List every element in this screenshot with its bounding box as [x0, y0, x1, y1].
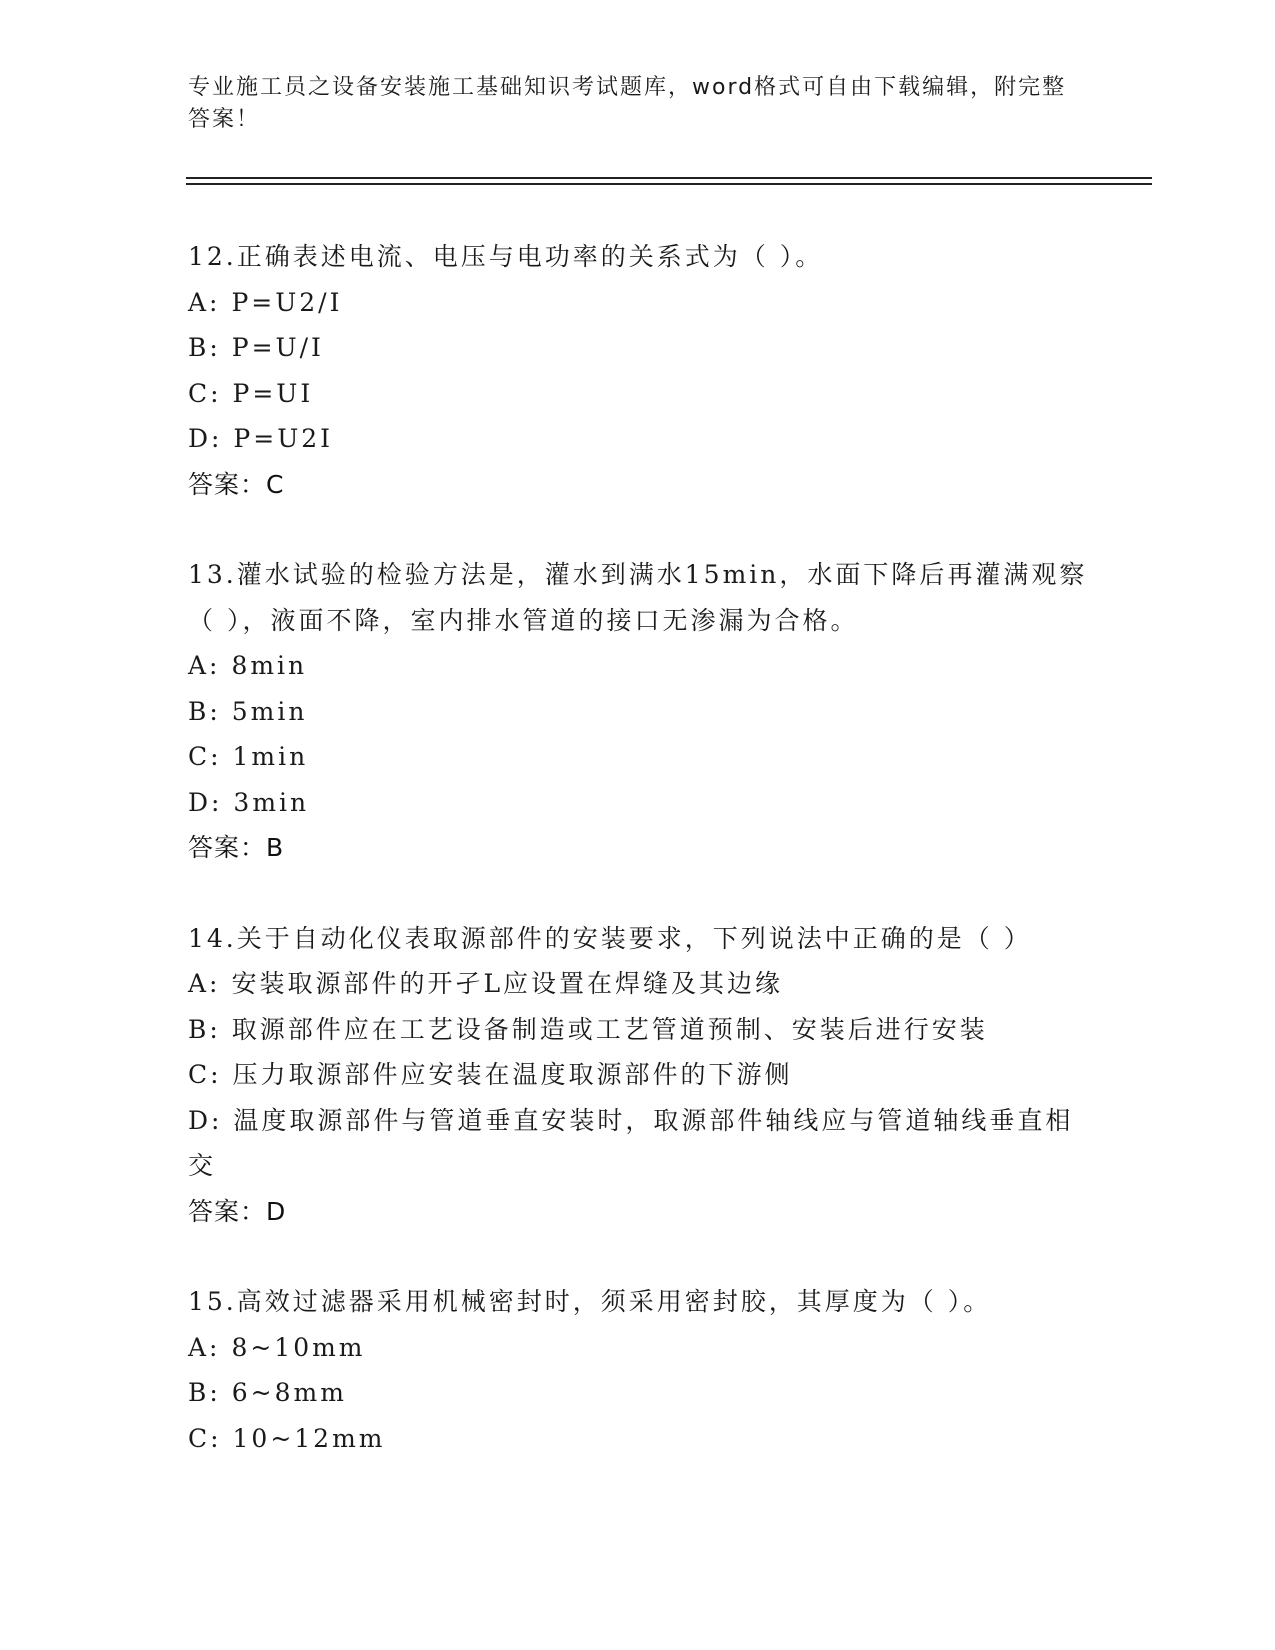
option-a: [188, 961, 1088, 1007]
option-c: [188, 371, 1088, 417]
question-stem: 15.高效过滤器采用机械密封时，须采用密封胶，其厚度为（ ）。: [188, 1287, 992, 1316]
option-text: 6~8mm: [231, 1378, 347, 1407]
option-d: [188, 780, 1088, 826]
option-key: B:: [188, 333, 221, 362]
question-14: [188, 916, 1088, 1235]
option-text: 温度取源部件与管道垂直安装时，取源部件轴线应与管道轴线垂直相交: [188, 1105, 1074, 1180]
option-b: [188, 1370, 1088, 1416]
question-12: [188, 234, 1088, 507]
option-b: [188, 689, 1088, 735]
option-text: 压力取源部件应安装在温度取源部件的下游侧: [232, 1060, 793, 1089]
option-c: [188, 1052, 1088, 1098]
option-d: [188, 1098, 1088, 1189]
option-text: P=U2I: [233, 424, 334, 453]
option-text: 取源部件应在工艺设备制造或工艺管道预制、安装后进行安装: [231, 1014, 988, 1044]
option-key: C:: [188, 1060, 222, 1089]
option-a: [188, 1325, 1088, 1371]
option-b: [188, 1007, 1088, 1053]
answer-line: 答案：D: [188, 1196, 287, 1226]
option-key: A:: [188, 287, 221, 317]
answer-line: 答案：B: [188, 833, 285, 862]
option-key: A:: [188, 651, 221, 680]
header-divider-top: [186, 177, 1152, 179]
option-text: 8min: [231, 651, 308, 680]
option-text: P=UI: [232, 378, 314, 408]
option-key: B:: [188, 696, 221, 726]
question-13: [188, 552, 1088, 871]
option-key: A:: [188, 1332, 221, 1362]
option-key: C:: [188, 1423, 222, 1453]
header-divider-bottom: [186, 183, 1152, 185]
option-key: D:: [188, 1105, 223, 1135]
option-text: 10~12mm: [232, 1423, 386, 1453]
option-d: [188, 416, 1088, 462]
option-key: A:: [188, 969, 221, 998]
option-key: C:: [188, 742, 222, 771]
option-key: C:: [188, 378, 222, 408]
option-a: [188, 280, 1088, 326]
question-list: [188, 234, 1088, 1506]
option-text: 5min: [231, 696, 308, 726]
question-stem: 12.正确表述电流、电压与电功率的关系式为（ ）。: [188, 242, 824, 271]
option-c: [188, 1416, 1088, 1462]
question-stem: 14.关于自动化仪表取源部件的安装要求，下列说法中正确的是（ ）: [188, 923, 1032, 953]
option-c: [188, 734, 1088, 780]
answer-line: 答案：C: [188, 469, 285, 499]
document-header: 专业施工员之设备安装施工基础知识考试题库，word格式可自由下载编辑，附完整答案！: [188, 75, 1067, 132]
option-text: 安装取源部件的开孑L应设置在焊缝及其边缘: [231, 969, 784, 998]
option-text: 8~10mm: [231, 1332, 366, 1362]
question-stem: 13.灌水试验的检验方法是，灌水到满水15min，水面下降后再灌满观察（ ），液面不降，室内排水管道的接口无渗漏为合格。: [188, 560, 1088, 635]
option-a: [188, 643, 1088, 689]
option-key: D:: [188, 787, 223, 817]
option-text: P=U2/I: [231, 287, 343, 317]
option-text: P=U/I: [231, 333, 324, 362]
option-key: D:: [188, 424, 223, 453]
question-15: [188, 1279, 1088, 1461]
option-b: [188, 325, 1088, 371]
option-text: 1min: [232, 742, 309, 771]
option-text: 3min: [233, 787, 310, 817]
option-key: B:: [188, 1378, 221, 1407]
option-key: B:: [188, 1014, 221, 1044]
